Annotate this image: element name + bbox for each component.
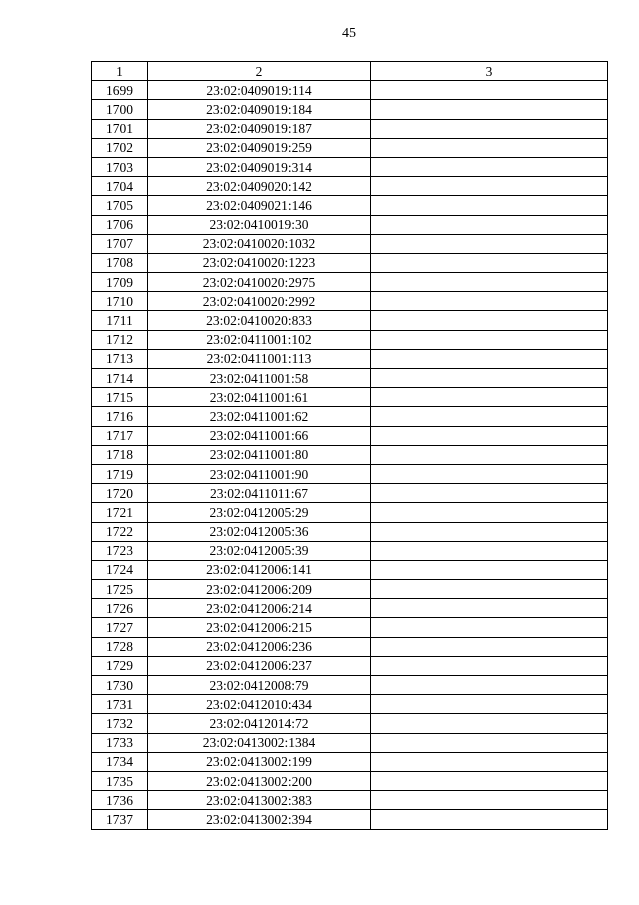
cadastral-id-cell: 23:02:0410020:2975 [148, 273, 371, 292]
table-row [92, 810, 608, 829]
row-number-cell: 1711 [92, 311, 148, 330]
cadastral-id-cell: 23:02:0411011:67 [148, 484, 371, 503]
cadastral-id-cell: 23:02:0413002:383 [148, 791, 371, 810]
row-number-cell: 1716 [92, 407, 148, 426]
cadastral-id-cell: 23:02:0412006:209 [148, 580, 371, 599]
cadastral-id-cell: 23:02:0411001:90 [148, 464, 371, 483]
cadastral-id-cell: 23:02:0413002:199 [148, 752, 371, 771]
table-row [92, 522, 608, 541]
row-number-cell: 1714 [92, 369, 148, 388]
table-row [92, 503, 608, 522]
table-row [92, 369, 608, 388]
row-number-cell: 1735 [92, 771, 148, 790]
notes-cell [371, 215, 608, 234]
cadastral-id-cell: 23:02:0409019:314 [148, 157, 371, 176]
table-body [92, 81, 608, 829]
table-row [92, 177, 608, 196]
row-number-cell: 1729 [92, 656, 148, 675]
table-row [92, 484, 608, 503]
table-row [92, 791, 608, 810]
table-row [92, 733, 608, 752]
cadastral-id-cell: 23:02:0410020:2992 [148, 292, 371, 311]
notes-cell [371, 522, 608, 541]
row-number-cell: 1712 [92, 330, 148, 349]
notes-cell [371, 81, 608, 100]
notes-cell [371, 330, 608, 349]
table-header-row [92, 62, 608, 81]
row-number-cell: 1731 [92, 695, 148, 714]
row-number-cell: 1705 [92, 196, 148, 215]
notes-cell [371, 541, 608, 560]
notes-cell [371, 771, 608, 790]
notes-cell [371, 407, 608, 426]
table-row [92, 81, 608, 100]
cadastral-id-cell: 23:02:0412006:237 [148, 656, 371, 675]
table-row [92, 388, 608, 407]
table-row [92, 292, 608, 311]
table-row [92, 637, 608, 656]
column-header-cadastral-id: 2 [148, 62, 371, 81]
notes-cell [371, 695, 608, 714]
cadastral-register-table [91, 61, 608, 830]
notes-cell [371, 599, 608, 618]
table-row [92, 695, 608, 714]
cadastral-id-cell: 23:02:0412008:79 [148, 676, 371, 695]
notes-cell [371, 349, 608, 368]
row-number-cell: 1736 [92, 791, 148, 810]
cadastral-id-cell: 23:02:0411001:62 [148, 407, 371, 426]
row-number-cell: 1701 [92, 119, 148, 138]
table-row [92, 445, 608, 464]
cadastral-id-cell: 23:02:0413002:200 [148, 771, 371, 790]
table-row [92, 330, 608, 349]
notes-cell [371, 503, 608, 522]
cadastral-id-cell: 23:02:0410020:833 [148, 311, 371, 330]
page-number: 45 [342, 26, 356, 41]
notes-cell [371, 810, 608, 829]
row-number-cell: 1699 [92, 81, 148, 100]
notes-cell [371, 752, 608, 771]
notes-cell [371, 119, 608, 138]
cadastral-id-cell: 23:02:0413002:1384 [148, 733, 371, 752]
notes-cell [371, 157, 608, 176]
row-number-cell: 1700 [92, 100, 148, 119]
row-number-cell: 1724 [92, 560, 148, 579]
notes-cell [371, 714, 608, 733]
cadastral-id-cell: 23:02:0412006:214 [148, 599, 371, 618]
row-number-cell: 1734 [92, 752, 148, 771]
notes-cell [371, 445, 608, 464]
table-row [92, 349, 608, 368]
table-row [92, 426, 608, 445]
table-row [92, 618, 608, 637]
row-number-cell: 1715 [92, 388, 148, 407]
row-number-cell: 1709 [92, 273, 148, 292]
table-row [92, 273, 608, 292]
cadastral-id-cell: 23:02:0409019:259 [148, 138, 371, 157]
row-number-cell: 1708 [92, 253, 148, 272]
notes-cell [371, 618, 608, 637]
cadastral-id-cell: 23:02:0413002:394 [148, 810, 371, 829]
cadastral-id-cell: 23:02:0412006:236 [148, 637, 371, 656]
notes-cell [371, 234, 608, 253]
notes-cell [371, 560, 608, 579]
row-number-cell: 1710 [92, 292, 148, 311]
cadastral-id-cell: 23:02:0411001:58 [148, 369, 371, 388]
row-number-cell: 1703 [92, 157, 148, 176]
notes-cell [371, 273, 608, 292]
notes-cell [371, 656, 608, 675]
cadastral-id-cell: 23:02:0412006:215 [148, 618, 371, 637]
notes-cell [371, 733, 608, 752]
row-number-cell: 1718 [92, 445, 148, 464]
notes-cell [371, 637, 608, 656]
row-number-cell: 1723 [92, 541, 148, 560]
table-row [92, 196, 608, 215]
table-row [92, 752, 608, 771]
row-number-cell: 1721 [92, 503, 148, 522]
row-number-cell: 1704 [92, 177, 148, 196]
cadastral-id-cell: 23:02:0411001:113 [148, 349, 371, 368]
column-header-notes: 3 [371, 62, 608, 81]
cadastral-id-cell: 23:02:0412005:39 [148, 541, 371, 560]
row-number-cell: 1730 [92, 676, 148, 695]
cadastral-id-cell: 23:02:0410020:1223 [148, 253, 371, 272]
table-row [92, 560, 608, 579]
table-row [92, 771, 608, 790]
row-number-cell: 1727 [92, 618, 148, 637]
table-row [92, 541, 608, 560]
notes-cell [371, 388, 608, 407]
table-row [92, 656, 608, 675]
table-row [92, 714, 608, 733]
cadastral-id-cell: 23:02:0409021:146 [148, 196, 371, 215]
notes-cell [371, 676, 608, 695]
row-number-cell: 1702 [92, 138, 148, 157]
notes-cell [371, 484, 608, 503]
table-row [92, 599, 608, 618]
cadastral-id-cell: 23:02:0409019:114 [148, 81, 371, 100]
notes-cell [371, 426, 608, 445]
row-number-cell: 1717 [92, 426, 148, 445]
row-number-cell: 1725 [92, 580, 148, 599]
notes-cell [371, 138, 608, 157]
notes-cell [371, 196, 608, 215]
notes-cell [371, 791, 608, 810]
cadastral-id-cell: 23:02:0409020:142 [148, 177, 371, 196]
row-number-cell: 1737 [92, 810, 148, 829]
row-number-cell: 1719 [92, 464, 148, 483]
row-number-cell: 1706 [92, 215, 148, 234]
notes-cell [371, 253, 608, 272]
cadastral-id-cell: 23:02:0410020:1032 [148, 234, 371, 253]
cadastral-id-cell: 23:02:0412010:434 [148, 695, 371, 714]
table-row [92, 253, 608, 272]
notes-cell [371, 100, 608, 119]
column-header-number: 1 [92, 62, 148, 81]
notes-cell [371, 311, 608, 330]
table-row [92, 580, 608, 599]
cadastral-id-cell: 23:02:0411001:61 [148, 388, 371, 407]
cadastral-id-cell: 23:02:0412005:36 [148, 522, 371, 541]
row-number-cell: 1732 [92, 714, 148, 733]
table-row [92, 464, 608, 483]
row-number-cell: 1707 [92, 234, 148, 253]
cadastral-id-cell: 23:02:0412006:141 [148, 560, 371, 579]
table-row [92, 311, 608, 330]
table-row [92, 119, 608, 138]
cadastral-id-cell: 23:02:0412014:72 [148, 714, 371, 733]
cadastral-id-cell: 23:02:0412005:29 [148, 503, 371, 522]
cadastral-id-cell: 23:02:0411001:66 [148, 426, 371, 445]
table-row [92, 215, 608, 234]
table-row [92, 100, 608, 119]
notes-cell [371, 292, 608, 311]
cadastral-id-cell: 23:02:0409019:187 [148, 119, 371, 138]
row-number-cell: 1720 [92, 484, 148, 503]
cadastral-id-cell: 23:02:0411001:102 [148, 330, 371, 349]
row-number-cell: 1733 [92, 733, 148, 752]
row-number-cell: 1728 [92, 637, 148, 656]
cadastral-id-cell: 23:02:0410019:30 [148, 215, 371, 234]
row-number-cell: 1722 [92, 522, 148, 541]
table-row [92, 407, 608, 426]
notes-cell [371, 369, 608, 388]
notes-cell [371, 464, 608, 483]
notes-cell [371, 177, 608, 196]
table-row [92, 138, 608, 157]
notes-cell [371, 580, 608, 599]
table-row [92, 157, 608, 176]
table-row [92, 676, 608, 695]
cadastral-id-cell: 23:02:0409019:184 [148, 100, 371, 119]
row-number-cell: 1713 [92, 349, 148, 368]
table-row [92, 234, 608, 253]
row-number-cell: 1726 [92, 599, 148, 618]
cadastral-id-cell: 23:02:0411001:80 [148, 445, 371, 464]
